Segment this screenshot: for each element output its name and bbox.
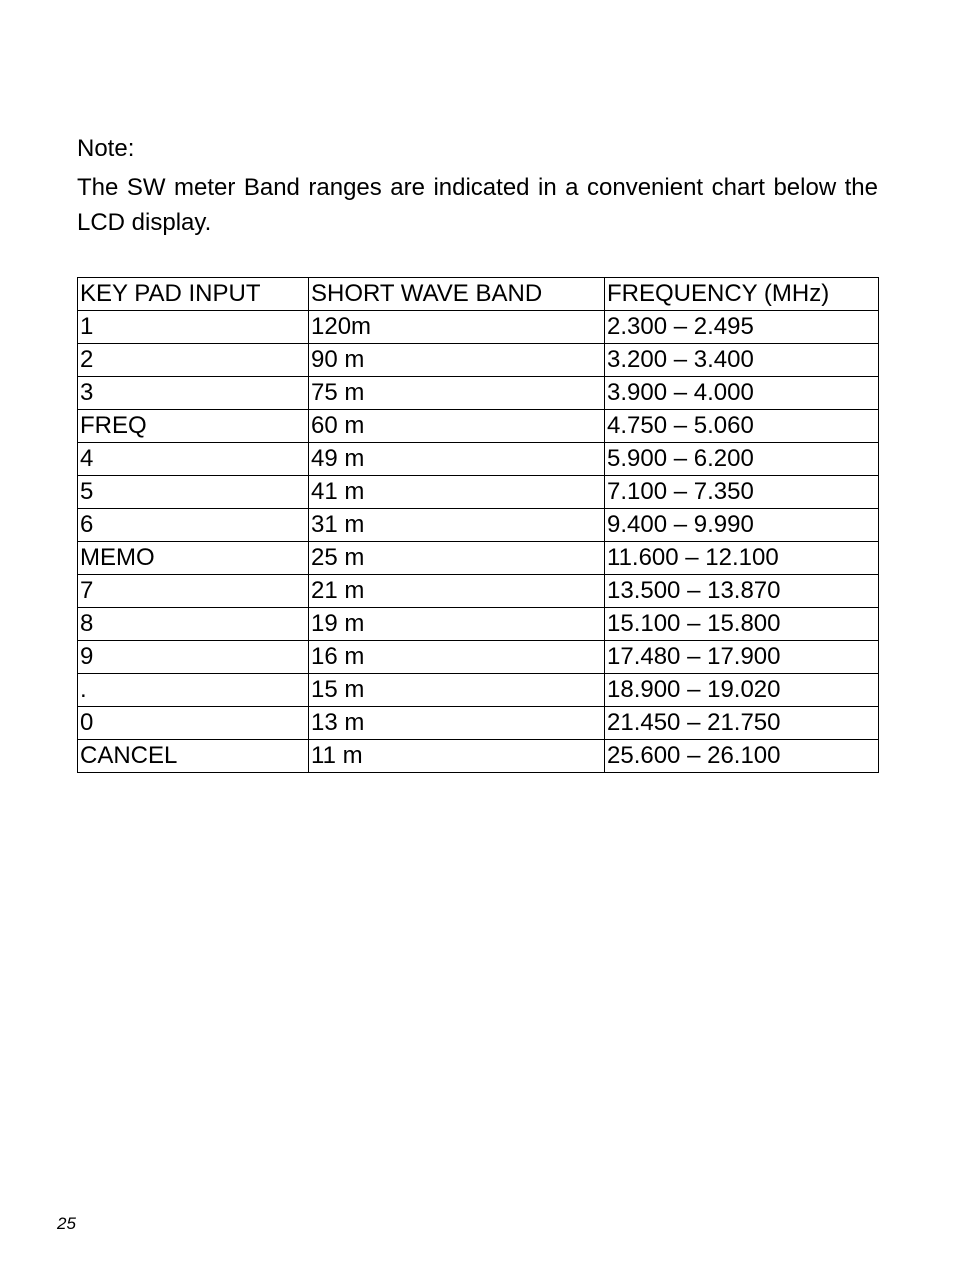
table-row	[78, 377, 879, 410]
short-wave-band-cell: 19 m	[309, 608, 605, 641]
note-label: Note:	[77, 135, 135, 162]
key-pad-input-cell: 8	[78, 608, 309, 641]
key-pad-input-cell: 9	[78, 641, 309, 674]
short-wave-band-cell: 16 m	[309, 641, 605, 674]
key-pad-input-cell: 3	[78, 377, 309, 410]
table-row	[78, 311, 879, 344]
key-pad-input-cell: 2	[78, 344, 309, 377]
frequency-cell: 21.450 – 21.750	[605, 707, 879, 740]
short-wave-band-cell: 31 m	[309, 509, 605, 542]
frequency-cell: 3.900 – 4.000	[605, 377, 879, 410]
header-frequency: FREQUENCY (MHz)	[605, 278, 879, 311]
header-short-wave-band: SHORT WAVE BAND	[309, 278, 605, 311]
table-row	[78, 344, 879, 377]
key-pad-input-cell: 4	[78, 443, 309, 476]
key-pad-input-cell: CANCEL	[78, 740, 309, 773]
table-row	[78, 476, 879, 509]
key-pad-input-cell: FREQ	[78, 410, 309, 443]
table-row	[78, 410, 879, 443]
frequency-cell: 5.900 – 6.200	[605, 443, 879, 476]
table-header-row	[78, 278, 879, 311]
shortwave-band-table	[77, 277, 879, 773]
frequency-cell: 11.600 – 12.100	[605, 542, 879, 575]
short-wave-band-cell: 15 m	[309, 674, 605, 707]
key-pad-input-cell: .	[78, 674, 309, 707]
table-row	[78, 674, 879, 707]
table-row	[78, 443, 879, 476]
table-row	[78, 641, 879, 674]
short-wave-band-cell: 21 m	[309, 575, 605, 608]
key-pad-input-cell: 0	[78, 707, 309, 740]
short-wave-band-cell: 60 m	[309, 410, 605, 443]
table-row	[78, 575, 879, 608]
table-row	[78, 740, 879, 773]
header-key-pad-input: KEY PAD INPUT	[78, 278, 309, 311]
key-pad-input-cell: MEMO	[78, 542, 309, 575]
short-wave-band-cell: 13 m	[309, 707, 605, 740]
frequency-cell: 4.750 – 5.060	[605, 410, 879, 443]
frequency-cell: 3.200 – 3.400	[605, 344, 879, 377]
frequency-cell: 7.100 – 7.350	[605, 476, 879, 509]
frequency-cell: 9.400 – 9.990	[605, 509, 879, 542]
frequency-cell: 18.900 – 19.020	[605, 674, 879, 707]
frequency-cell: 15.100 – 15.800	[605, 608, 879, 641]
note-text: The SW meter Band ranges are indicated in a convenient chart below the LCD display.	[77, 174, 878, 236]
table-row	[78, 542, 879, 575]
table-row	[78, 707, 879, 740]
key-pad-input-cell: 1	[78, 311, 309, 344]
frequency-cell: 13.500 – 13.870	[605, 575, 879, 608]
short-wave-band-cell: 120m	[309, 311, 605, 344]
short-wave-band-cell: 49 m	[309, 443, 605, 476]
table-row	[78, 509, 879, 542]
key-pad-input-cell: 5	[78, 476, 309, 509]
short-wave-band-cell: 11 m	[309, 740, 605, 773]
key-pad-input-cell: 7	[78, 575, 309, 608]
short-wave-band-cell: 75 m	[309, 377, 605, 410]
short-wave-band-cell: 25 m	[309, 542, 605, 575]
frequency-cell: 25.600 – 26.100	[605, 740, 879, 773]
short-wave-band-cell: 90 m	[309, 344, 605, 377]
key-pad-input-cell: 6	[78, 509, 309, 542]
table-row	[78, 608, 879, 641]
frequency-cell: 2.300 – 2.495	[605, 311, 879, 344]
short-wave-band-cell: 41 m	[309, 476, 605, 509]
frequency-cell: 17.480 – 17.900	[605, 641, 879, 674]
page-number: 25	[57, 1214, 76, 1233]
